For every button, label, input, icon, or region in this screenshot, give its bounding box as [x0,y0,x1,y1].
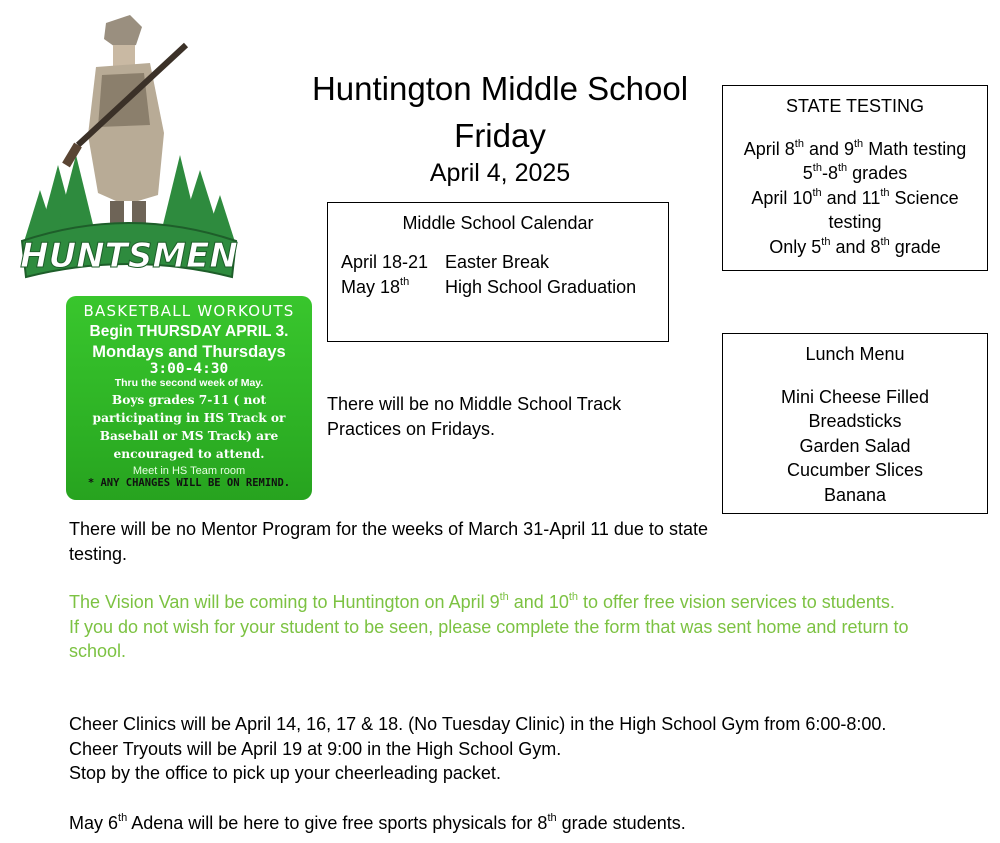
cheer-line: Cheer Tryouts will be April 19 at 9:00 in the High School Gym. [69,738,562,759]
flyer-line: Mondays and Thursdays [92,343,286,361]
calendar-box [327,202,669,342]
date-heading: April 4, 2025 [429,159,571,187]
basketball-flyer [66,296,312,500]
vision-van-note [69,590,949,664]
logo-text: HUNTSMEN [20,236,238,276]
huntsmen-logo [18,5,240,290]
mentor-note: There will be no Mentor Program for the weeks of March 31-April 11 due to state testing. [69,519,708,564]
lunch-item: Garden Salad [799,435,911,456]
flyer-line: Begin THURSDAY APRIL 3. [89,323,289,340]
lunch-menu-box [722,333,988,514]
flyer-eligibility: Boys grades 7-11 ( not participating in HS Track or Baseball or MS Track) are encouraged to attend. [92,393,286,461]
state-testing-box [722,85,988,271]
flyer-time: 3:00-4:30 [149,361,229,377]
state-testing-line: testing [828,212,882,232]
flyer-line: Thru the second week of May. [114,377,264,389]
state-testing-line: April 10th and 11th Science [751,186,959,208]
day-heading: Friday [454,117,546,154]
track-note: There will be no Middle School Track Practices on Fridays. [327,394,622,439]
flyer-title: BASKETBALL WORKOUTS [83,302,295,320]
cheer-line: Cheer Clinics will be April 14, 16, 17 & 18. (No Tuesday Clinic) in the High School Gym from 6:00-8:00. [69,714,887,734]
calendar-row: May 18th High School Graduation [341,275,637,297]
lunch-item: Banana [823,484,887,505]
state-testing-line: April 8th and 9th Math testing [743,137,967,159]
vision-line: The Vision Van will be coming to Huntington on April 9th and 10th to offer free vision services to students. [69,591,895,612]
physicals-note: May 6th Adena will be here to give free sports physicals for 8th grade students. [69,812,686,833]
page-title: Huntington Middle School [311,70,689,107]
vision-line: If you do not wish for your student to be seen, please complete the form that was sent home and return to school. [69,616,909,661]
lunch-menu-title: Lunch Menu [805,344,905,364]
cheer-line: Stop by the office to pick up your cheerleading packet. [69,763,501,783]
calendar-title: Middle School Calendar [402,213,594,233]
lunch-item: Cucumber Slices [786,460,924,480]
flyer-remind-note: * ANY CHANGES WILL BE ON REMIND. [87,477,291,489]
lunch-item: Mini Cheese Filled [780,386,930,407]
calendar-row: April 18-21 Easter Break [341,251,550,272]
flyer-location: Meet in HS Team room [132,465,246,477]
cheer-note [69,712,969,786]
state-testing-line: 5th-8th grades [802,162,908,183]
state-testing-line: Only 5th and 8th grade [769,235,941,257]
state-testing-title: STATE TESTING [785,96,924,116]
lunch-item: Breadsticks [808,411,902,431]
